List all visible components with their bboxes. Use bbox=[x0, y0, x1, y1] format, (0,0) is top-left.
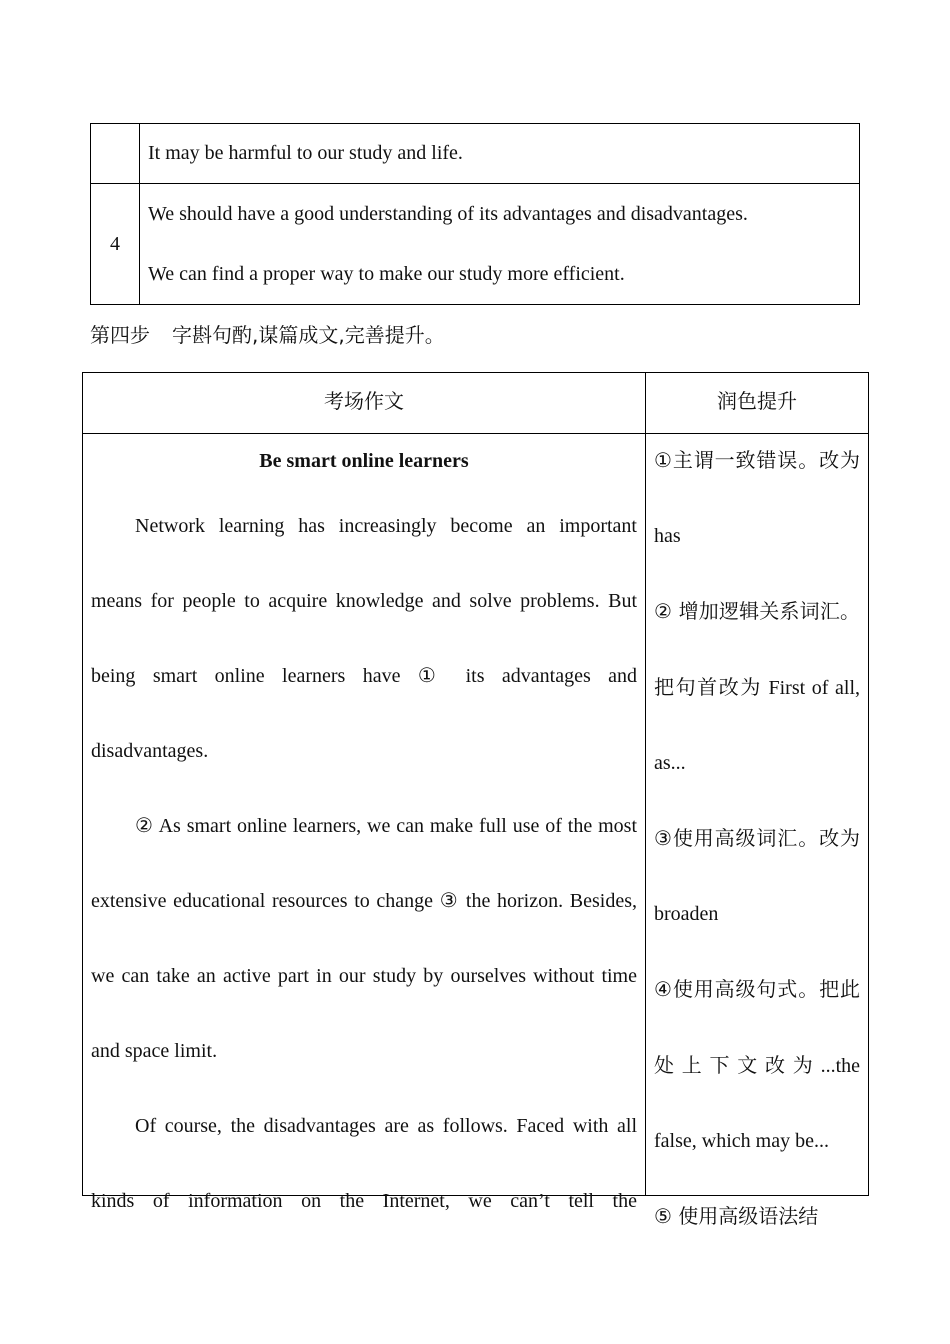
essay-table bbox=[82, 372, 869, 1228]
note-text: ④使用高级句式。把此处上下文改为 bbox=[654, 977, 860, 1077]
outline-sentence: We can find a proper way to make our study more efficient. bbox=[148, 263, 625, 285]
note-suggestion: broaden bbox=[654, 903, 719, 925]
header-polish: 润色提升 bbox=[717, 389, 797, 413]
outline-cell bbox=[140, 184, 860, 305]
step-heading bbox=[90, 318, 445, 352]
row-number: 4 bbox=[91, 184, 140, 305]
note-text: ⑤ 使用高级语法结 bbox=[654, 1204, 819, 1228]
note-text: ② 增加逻辑关系词汇。把句首改为 bbox=[654, 599, 860, 699]
polish-note bbox=[654, 952, 860, 1179]
outline-sentence: We should have a good understanding of its advantages and disadvantages. bbox=[148, 203, 748, 225]
step-label: 第四步 bbox=[90, 323, 150, 347]
step-text: 字斟句酌,谋篇成文,完善提升。 bbox=[172, 323, 445, 347]
essay-body bbox=[91, 433, 637, 1212]
polish-note bbox=[654, 423, 860, 574]
row-number bbox=[91, 124, 140, 184]
header-essay: 考场作文 bbox=[324, 389, 404, 413]
column-divider bbox=[645, 373, 646, 1195]
outline-sentence: It may be harmful to our study and life. bbox=[140, 124, 860, 184]
note-suggestion: has bbox=[654, 525, 681, 547]
polish-notes bbox=[654, 433, 860, 1228]
essay-paragraph: Network learning has increasingly become an important means for people to acquire knowledge and solve problems. But being smart online learners have ① its advantages and disadvantages. bbox=[91, 515, 637, 762]
polish-note bbox=[654, 574, 860, 801]
note-text: ①主谓一致错误。改为 bbox=[654, 448, 860, 472]
note-suggestion: First of all, as... bbox=[654, 677, 860, 774]
essay-title: Be smart online learners bbox=[259, 450, 469, 472]
table-row bbox=[91, 184, 860, 305]
essay-paragraph: ② As smart online learners, we can make full use of the most extensive educational resources to change ③ the horizon. Besides, we can take an active part in our study by ourselves without time and space limit. bbox=[91, 815, 637, 1062]
essay-paragraph: Of course, the disadvantages are as follows. Faced with all kinds of information on the Internet, we can’t tell the bbox=[91, 1115, 637, 1212]
polish-note bbox=[654, 1179, 860, 1255]
note-suggestion: ...the false, which may be... bbox=[654, 1055, 860, 1152]
polish-note bbox=[654, 801, 860, 952]
note-text: ③使用高级词汇。改为 bbox=[654, 826, 860, 850]
outline-table bbox=[90, 123, 860, 305]
table-row bbox=[91, 124, 860, 184]
